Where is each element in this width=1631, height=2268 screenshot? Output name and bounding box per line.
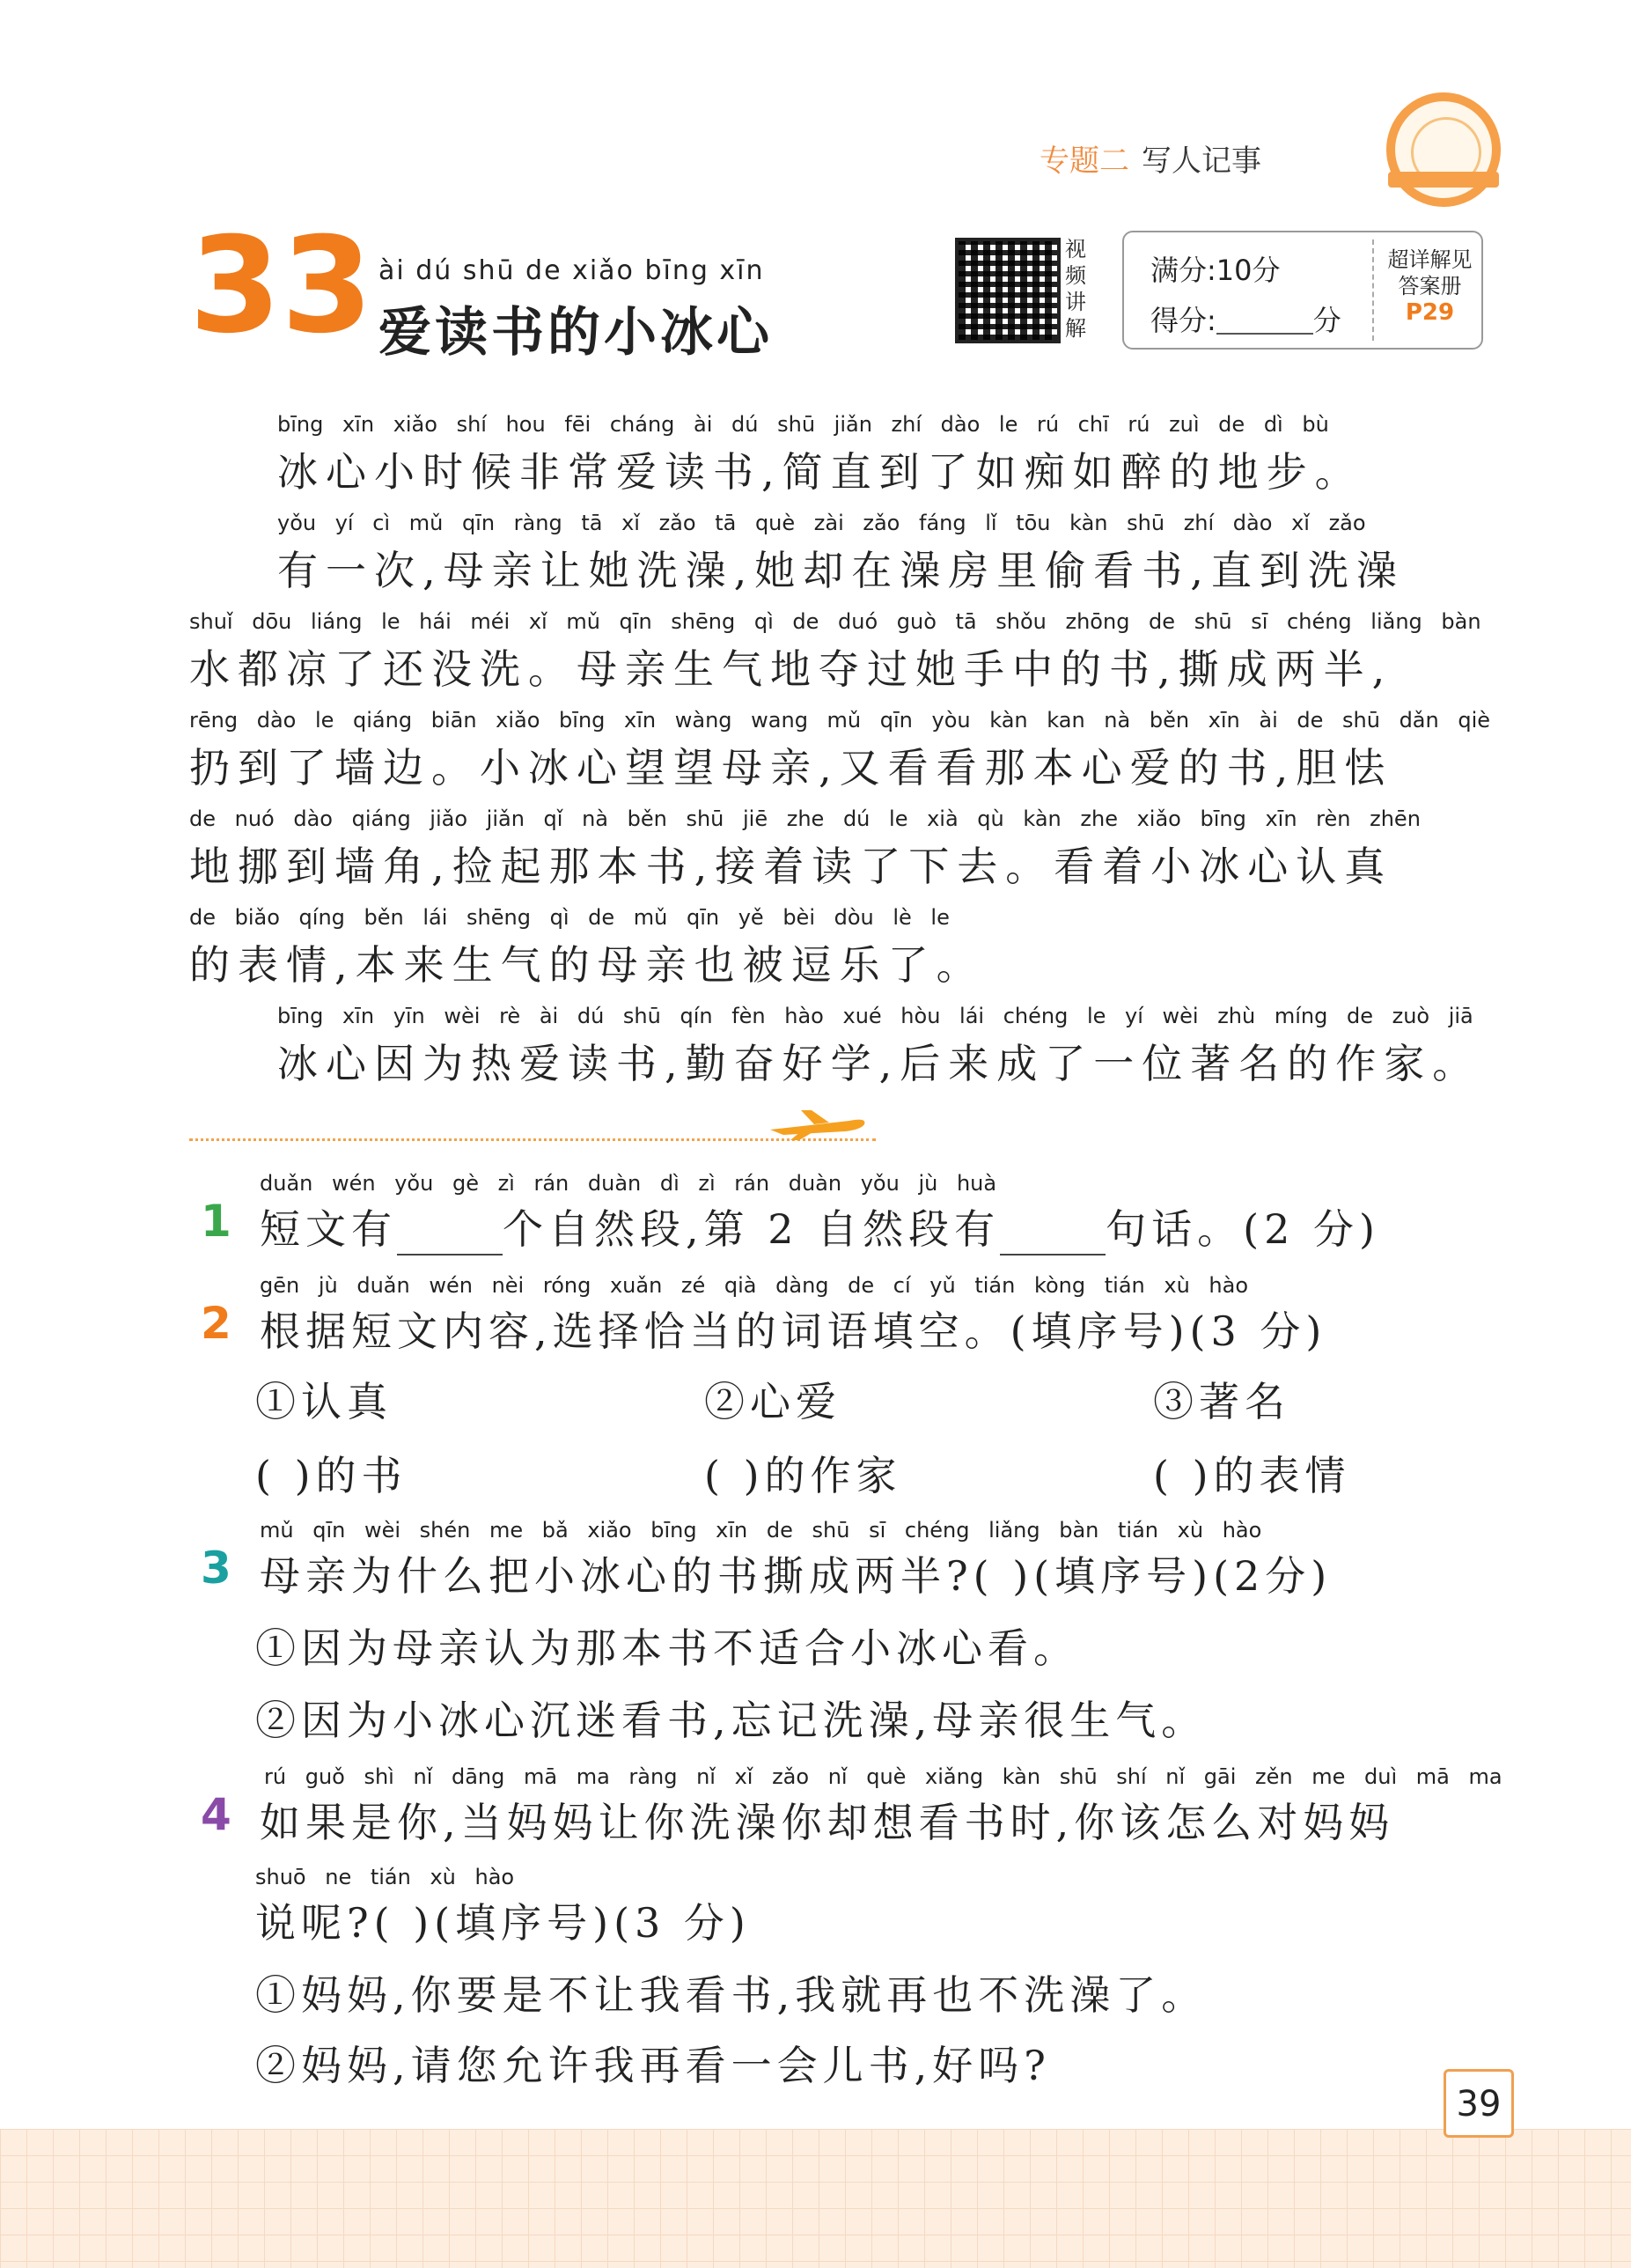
lesson-number: 33: [189, 210, 373, 363]
question-3: 母亲为什么把小冰心的书撕成两半?( )(填序号)(2分): [260, 1552, 1333, 1600]
question-number: 2: [201, 1298, 231, 1349]
page-number-box: [1444, 2069, 1514, 2138]
option[interactable]: ②因为小冰心沉迷看书,忘记洗澡,母亲很生气。: [255, 1697, 1208, 1744]
question-pinyin: rú guǒ shì nǐ dāng mā ma ràng nǐ xǐ zǎo nǐ què xiǎng kàn shū shí nǐ gāi zěn me duì mā ma: [264, 1764, 1502, 1789]
footer-band: [0, 2129, 1631, 2268]
question-number: 1: [201, 1196, 231, 1247]
question-pinyin: mǔ qīn wèi shén me bǎ xiǎo bīng xīn de shū sī chéng liǎng bàn tián xù hào: [260, 1518, 1262, 1543]
option: ①认真: [255, 1378, 393, 1425]
answer-blank[interactable]: [397, 1219, 503, 1256]
plane-icon: [766, 1105, 871, 1140]
score-box: [1122, 231, 1483, 350]
question-number: 4: [201, 1789, 231, 1840]
option[interactable]: ①妈妈,你要是不让我看书,我就再也不洗澡了。: [255, 1971, 1208, 2019]
question-1: 短文有 个自然段,第 2 自然段有 句话。(2 分): [260, 1197, 1380, 1256]
topic-label: 专题二: [1040, 144, 1129, 179]
question-number: 3: [201, 1543, 231, 1594]
topic-header: [1040, 136, 1261, 180]
question-4-cont: 说呢?( )(填序号)(3 分): [255, 1899, 751, 1947]
title-pinyin: ài dú shū de xiǎo bīng xīn: [378, 255, 765, 286]
score-field[interactable]: 得分: 分: [1150, 304, 1341, 337]
qr-code-icon[interactable]: [955, 238, 1061, 343]
page-title: 爱读书的小冰心: [378, 302, 773, 364]
question-pinyin: gēn jù duǎn wén nèi róng xuǎn zé qià dàng de cí yǔ tián kòng tián xù hào: [260, 1273, 1249, 1298]
question-4: 如果是你,当妈妈让你洗澡你却想看书时,你该怎么对妈妈: [260, 1799, 1395, 1846]
question-pinyin: shuō ne tián xù hào: [255, 1865, 515, 1889]
video-label: 视频讲解: [1065, 237, 1086, 341]
full-score: 满分:10分: [1150, 254, 1281, 287]
badge-icon: [1386, 92, 1501, 207]
answer-blank[interactable]: [1000, 1219, 1106, 1256]
page-number: 39: [1456, 2084, 1502, 2124]
option: ③著名: [1153, 1378, 1290, 1425]
option[interactable]: ②妈妈,请您允许我再看一会儿书,好吗?: [255, 2042, 1051, 2089]
option[interactable]: ①因为母亲认为那本书不适合小冰心看。: [255, 1624, 1079, 1672]
topic-title: 写人记事: [1142, 144, 1261, 179]
question-pinyin: duǎn wén yǒu gè zì rán duàn dì zì rán duàn yǒu jù huà: [260, 1171, 997, 1196]
fill-blank[interactable]: ( )的书: [255, 1452, 408, 1499]
option: ②心爱: [704, 1378, 841, 1425]
fill-blank[interactable]: ( )的表情: [1153, 1452, 1351, 1499]
answer-page: P29: [1405, 299, 1455, 326]
answer-note: 超详解见答案册 P29: [1387, 247, 1473, 326]
fill-blank[interactable]: ( )的作家: [704, 1452, 902, 1499]
question-2: 根据短文内容,选择恰当的词语填空。(填序号)(3 分): [260, 1307, 1327, 1355]
